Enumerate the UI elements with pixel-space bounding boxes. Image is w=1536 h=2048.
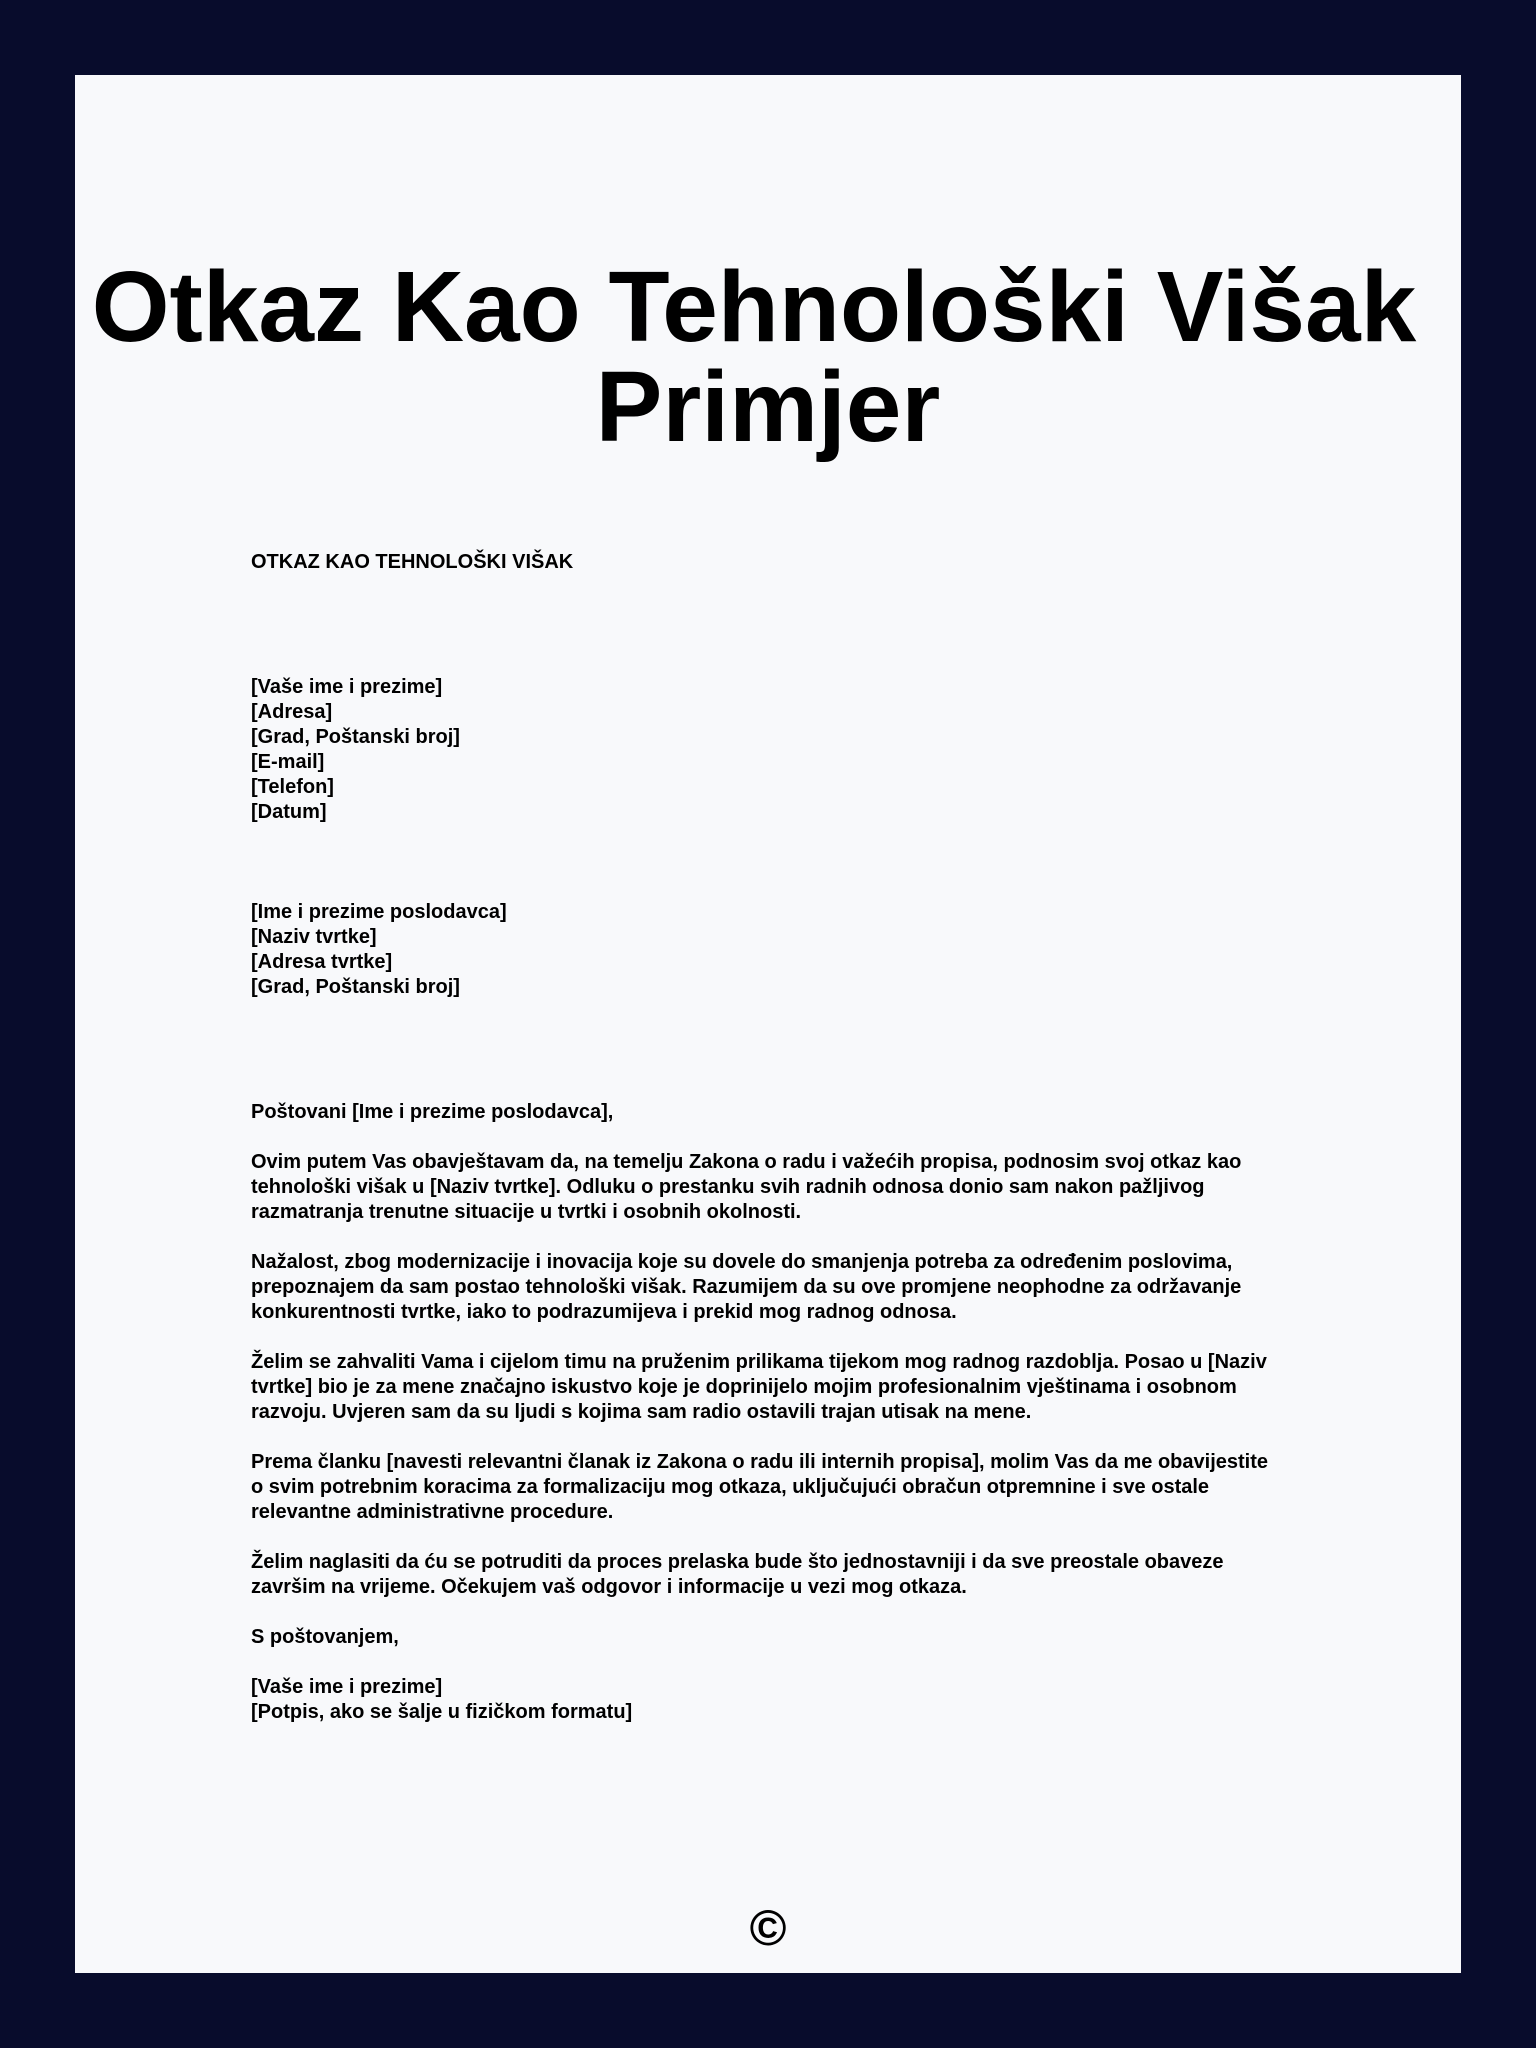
salutation: Poštovani [Ime i prezime poslodavca], [251, 1101, 614, 1123]
spacer [251, 575, 1301, 675]
letter-body [251, 550, 1301, 1725]
sender-name: [Vaše ime i prezime] [251, 676, 443, 698]
paragraph-line: završim na vrijeme. Očekujem vaš odgovor i informacije u vezi mog otkaza. [251, 1576, 967, 1598]
spacer [251, 825, 1301, 900]
paragraph-4 [251, 1450, 1301, 1525]
signature-note: [Potpis, ako se šalje u fizičkom formatu] [251, 1701, 633, 1723]
spacer [251, 1600, 1301, 1625]
recipient-company: [Naziv tvrtke] [251, 926, 377, 948]
sender-city: [Grad, Poštanski broj] [251, 726, 460, 748]
spacer [251, 1225, 1301, 1250]
spacer [251, 1525, 1301, 1550]
paragraph-line: o svim potrebnim koracima za formalizaciju mog otkaza, uključujući obračun otpremnine i sve ostale [251, 1476, 1210, 1498]
spacer [251, 1325, 1301, 1350]
paragraph-line: relevantne administrativne procedure. [251, 1501, 614, 1523]
closing: S poštovanjem, [251, 1626, 399, 1648]
copyright-icon: © [749, 1900, 787, 1956]
sender-address: [Adresa] [251, 701, 333, 723]
sender-email: [E-mail] [251, 751, 325, 773]
page-title [75, 251, 1461, 463]
signature-block [251, 1675, 1301, 1725]
paragraph-5 [251, 1550, 1301, 1600]
sender-block [251, 675, 1301, 825]
spacer [251, 1125, 1301, 1150]
spacer [251, 1650, 1301, 1675]
spacer [251, 1425, 1301, 1450]
sender-date: [Datum] [251, 801, 327, 823]
paragraph-line: Ovim putem Vas obavještavam da, na temelju Zakona o radu i važećih propisa, podnosim svoj otkaz kao [251, 1151, 1242, 1173]
title-line-1: Otkaz Kao Tehnološki Višak [91, 251, 1417, 363]
paragraph-line: razmatranja trenutne situacije u tvrtki i osobnih okolnosti. [251, 1201, 802, 1223]
paragraph-3 [251, 1350, 1301, 1425]
title-line-2: Primjer [595, 351, 941, 463]
paragraph-line: Prema članku [navesti relevantni članak iz Zakona o radu ili internih propisa], molim Vas da me obavijestite [251, 1451, 1269, 1473]
letter-subheading: OTKAZ KAO TEHNOLOŠKI VIŠAK [251, 551, 574, 573]
signature-name: [Vaše ime i prezime] [251, 1676, 443, 1698]
recipient-address: [Adresa tvrtke] [251, 951, 393, 973]
paragraph-line: tehnološki višak u [Naziv tvrtke]. Odluku o prestanku svih radnih odnosa donio sam nakon pažljivog [251, 1176, 1205, 1198]
paragraph-line: tvrtke] bio je za mene značajno iskustvo koje je doprinijelo mojim profesionalnim vještinama i osobnom [251, 1376, 1237, 1398]
spacer [251, 1000, 1301, 1100]
paragraph-1 [251, 1150, 1301, 1225]
paragraph-2 [251, 1250, 1301, 1325]
paragraph-line: razvoju. Uvjeren sam da su ljudi s kojima sam radio ostavili trajan utisak na mene. [251, 1401, 1032, 1423]
recipient-block [251, 900, 1301, 1000]
paragraph-line: Nažalost, zbog modernizacije i inovacija koje su dovele do smanjenja potreba za određenim poslovima, [251, 1251, 1233, 1273]
recipient-name: [Ime i prezime poslodavca] [251, 901, 507, 923]
paragraph-line: konkurentnosti tvrtke, iako to podrazumijeva i prekid mog radnog odnosa. [251, 1301, 957, 1323]
recipient-city: [Grad, Poštanski broj] [251, 976, 460, 998]
paragraph-line: Želim se zahvaliti Vama i cijelom timu na pruženim prilikama tijekom mog radnog razdoblja. Posao u [Naziv [251, 1351, 1267, 1373]
document-page [75, 75, 1461, 1973]
paragraph-line: Želim naglasiti da ću se potruditi da proces prelaska bude što jednostavniji i da sve preostale obaveze [251, 1551, 1224, 1573]
sender-phone: [Telefon] [251, 776, 334, 798]
paragraph-line: prepoznajem da sam postao tehnološki višak. Razumijem da su ove promjene neophodne za održavanje [251, 1276, 1242, 1298]
